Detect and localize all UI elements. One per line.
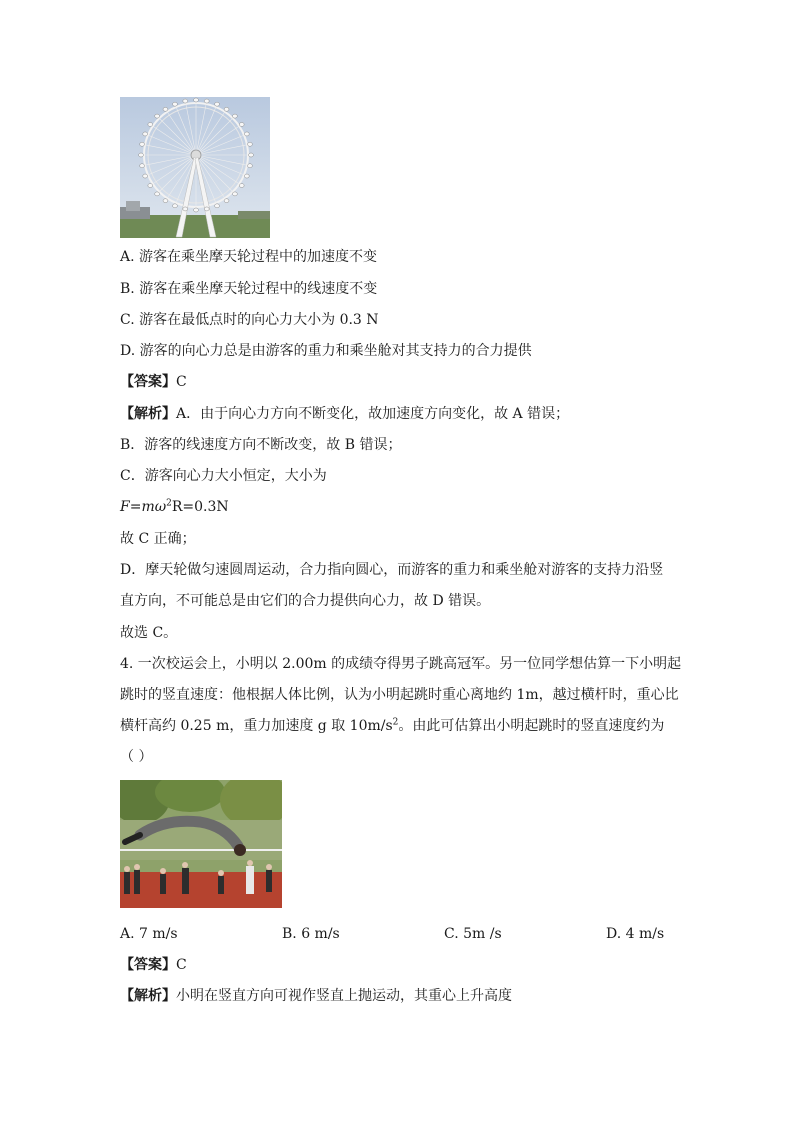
explanation-text: 小明在竖直方向可视作竖直上抛运动，其重心上升高度 [176,988,512,1004]
option-b: B. 游客在乘坐摩天轮过程中的线速度不变 [120,281,378,297]
cabin [148,184,153,188]
cabin [244,174,249,178]
q4-text-b: 。由此可估算出小明起跳时的竖直速度约为 [398,718,665,734]
cabin [248,142,253,146]
cabin [143,174,148,178]
explanation-1-line-2: B．游客的线速度方向不断改变，故 B 错误； [120,437,402,453]
cabin [239,184,244,188]
choice-c: C. 5m /s [444,926,502,942]
cabin [140,142,145,146]
high-jump-illustration [120,780,282,908]
cabin [143,132,148,136]
explanation-2-line-1 [120,986,512,1006]
cabin [194,98,199,102]
explanation-1-line-6: D．摩天轮做匀速圆周运动，合力指向圆心，而游客的重力和乘坐舱对游客的支持力沿竖 [120,562,664,578]
option-a: A. 游客在乘坐摩天轮过程中的加速度不变 [120,249,378,265]
cabin [224,107,229,111]
option-d: D. 游客的向心力总是由游客的重力和乘坐舱对其支持力的合力提供 [120,343,532,359]
cabin [148,122,153,126]
explanation-tag: 【解析】 [120,406,176,422]
cabin [249,153,254,157]
answer-tag: 【答案】 [120,957,176,973]
cabin [155,192,160,196]
explanation-1-line-1 [120,404,569,424]
explanation-1-line-7: 直方向，不可能总是由它们的合力提供向心力，故 D 错误。 [120,593,491,609]
explanation-text: A．由于向心力方向不断变化，故加速度方向变化，故 A 错误； [176,406,570,422]
formula-line [120,497,229,517]
cabin [232,114,237,118]
ferris-wheel-illustration [120,97,270,238]
cabin [204,207,209,211]
question-4-parentheses: （ ） [120,749,153,765]
explanation-1-line-5: 故 C 正确； [120,531,196,547]
cabin [139,153,144,157]
choice-a: A. 7 m/s [120,926,178,942]
answer-value: C [176,374,187,390]
question-4-line-3 [120,716,664,736]
cabin [163,199,168,203]
choice-d: D. 4 m/s [606,926,665,942]
explanation-1-line-3: C．游客向心力大小恒定，大小为 [120,468,327,484]
cabin [173,204,178,208]
answer-1 [120,372,187,392]
cabin [140,164,145,168]
cabin [173,102,178,106]
choice-b: B. 6 m/s [282,926,340,942]
cabin [204,99,209,103]
cabin [163,107,168,111]
explanation-1-line-8: 故选 C。 [120,625,178,641]
cabin [244,132,249,136]
answer-value: C [176,957,187,973]
question-4-line-1: 4. 一次校运会上，小明以 2.00m 的成绩夺得男子跳高冠军。另一位同学想估算一下小明起 [120,656,682,672]
ferris-wheel-photo [120,97,270,238]
question-4-line-2: 跳时的竖直速度：他根据人体比例，认为小明起跳时重心离地约 1m，越过横杆时，重心比 [120,687,679,703]
cabin [248,164,253,168]
high-jump-photo [120,780,282,908]
answer-2 [120,955,187,975]
answer-tag: 【答案】 [120,374,176,390]
cabin [232,192,237,196]
formula-exponent: 2 [166,498,172,509]
formula-pre: F=mω [120,499,167,515]
explanation-tag: 【解析】 [120,988,176,1004]
cabin [155,114,160,118]
q4-text-a: 横杆高约 0.25 m，重力加速度 g 取 10m/s [120,718,393,734]
cabin [224,199,229,203]
cabin [215,102,220,106]
cabin [215,204,220,208]
q4-exponent: 2 [392,717,399,728]
cabin [183,99,188,103]
cabin [194,208,199,212]
cabin [239,122,244,126]
option-c: C. 游客在最低点时的向心力大小为 0.3 N [120,312,379,328]
cabin [183,207,188,211]
formula-post: R=0.3N [171,499,229,515]
